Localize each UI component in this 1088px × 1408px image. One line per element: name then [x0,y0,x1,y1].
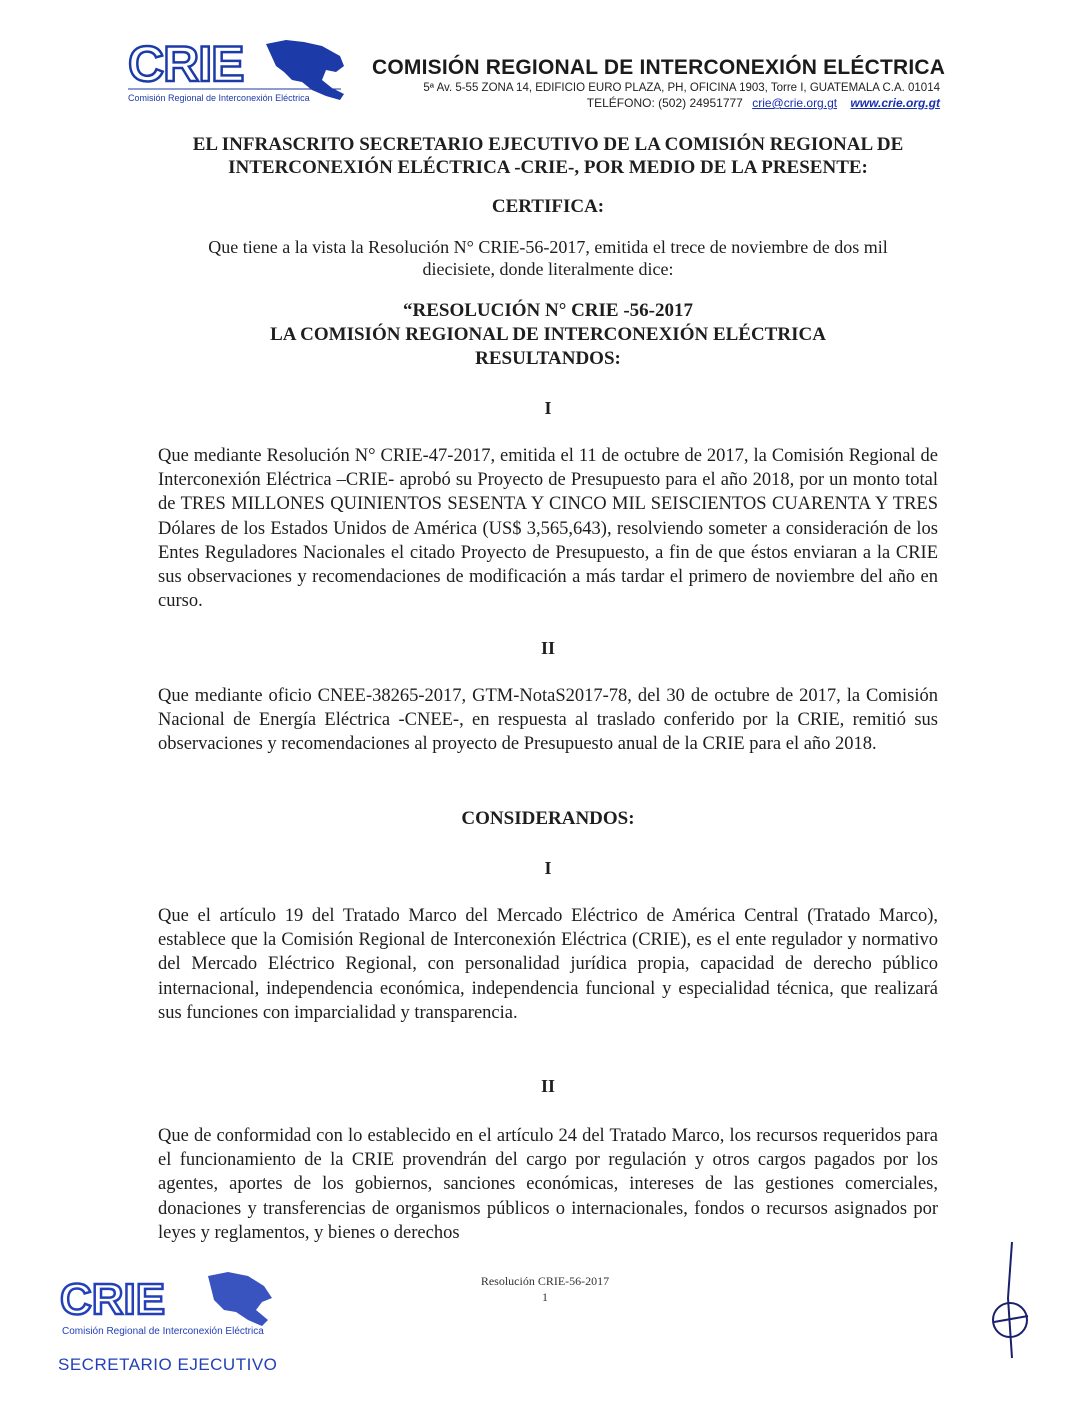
contact-line [372,96,940,110]
phone: TELÉFONO: (502) 24951777 [586,96,743,110]
considerando-2-numeral: II [540,1076,555,1096]
resultando-2-numeral: II [540,638,555,658]
organization-name: COMISIÓN REGIONAL DE INTERCONEXIÓN ELÉCTRICA [372,56,946,79]
intro-line-1: EL INFRASCRITO SECRETARIO EJECUTIVO DE LA COMISIÓN REGIONAL DE [192,134,904,155]
considerando-1-text: Que el artículo 19 del Tratado Marco del Mercado Eléctrico de América Central (Tratado Marco), establece que la Comisión Regional de Interconexión Eléctrica (CRIE), es el ente regulador y normativo del Mercado Eléctrico Regional, con personalidad jurídica propia, capacidad de derecho público internacional, independencia económica, independencia funcional y especialidad técnica, que realizará sus funciones con imparcialidad y transparencia. [158,906,938,1023]
page-number: 1 [542,1290,548,1304]
stamp-map-icon [208,1272,272,1326]
resultandos-heading: RESULTANDOS: [475,348,621,369]
logo-tagline: Comisión Regional de Interconexión Eléctrica [128,93,310,103]
intro-line-2: INTERCONEXIÓN ELÉCTRICA -CRIE-, POR MEDIO DE LA PRESENTE: [228,157,868,178]
certifica-heading: CERTIFICA: [491,196,605,217]
address: 5ª Av. 5-55 ZONA 14, EDIFICIO EURO PLAZA, PH, OFICINA 1903, Torre I, GUATEMALA C.A. 01014 [423,82,940,94]
footer-reference: Resolución CRIE-56-2017 [480,1274,610,1288]
signature-mark [982,1238,1042,1368]
resultando-2-text: Que mediante oficio CNEE-38265-2017, GTM-NotaS2017-78, del 30 de octubre de 2017, la Comisión Nacional de Energía Eléctrica -CNEE-, en respuesta al traslado conferido por la CRIE, remitió sus observaciones y recomendaciones al proyecto de Presupuesto anual de la CRIE para el año 2018. [158,686,938,755]
considerando-1-numeral: I [544,858,552,878]
crie-logo [126,36,351,106]
resultando-1-numeral: I [544,398,552,418]
resolution-body-name: LA COMISIÓN REGIONAL DE INTERCONEXIÓN ELÉCTRICA [270,324,826,345]
website-link[interactable]: www.crie.org.gt [850,96,940,110]
stamp-title: SECRETARIO EJECUTIVO [58,1355,278,1374]
considerando-2-text: Que de conformidad con lo establecido en el artículo 24 del Tratado Marco, los recursos requeridos para el funcionamiento de la CRIE provendrán del cargo por regulación y otros cargos pagados por los agentes, aportes de los gobiernos, sanciones económicas, intereses de las gestiones comerciales, donaciones y transferencias de organismos públicos o internacionales, fondos o recursos asignados por leyes y reglamentos, y bienes o derechos [158,1126,938,1243]
logo-letters: CRIE [128,36,244,92]
considerandos-heading: CONSIDERANDOS: [461,808,635,829]
vista-line-2: diecisiete, donde literalmente dice: [422,259,674,279]
email-link[interactable]: crie@crie.org.gt [752,96,838,110]
resolution-title: “RESOLUCIÓN N° CRIE -56-2017 [403,300,693,321]
vista-line-1: Que tiene a la vista la Resolución N° CRIE-56-2017, emitida el trece de noviembre de dos mil [208,237,888,257]
central-america-map-icon [266,40,344,100]
resultando-1-text: Que mediante Resolución N° CRIE-47-2017, emitida el 11 de octubre de 2017, la Comisión Regional de Interconexión Eléctrica –CRIE- aprobó su Proyecto de Presupuesto para el año 2018, por un monto total de TRES MILLONES QUINIENTOS SESENTA Y CINCO MIL SEISCIENTOS CUARENTA Y TRES Dólares de los Estados Unidos de América (US$ 3,565,643), resolviendo someter a consideración de los Entes Reguladores Nacionales el citado Proyecto de Presupuesto, a fin de que éstos enviaran a la CRIE sus observaciones y recomendaciones de modificación a más tardar el primero de noviembre del año en curso. [158,446,938,612]
stamp-tagline: Comisión Regional de Interconexión Eléctrica [62,1326,264,1337]
secretary-stamp [58,1270,298,1380]
stamp-logo-letters: CRIE [60,1275,166,1324]
